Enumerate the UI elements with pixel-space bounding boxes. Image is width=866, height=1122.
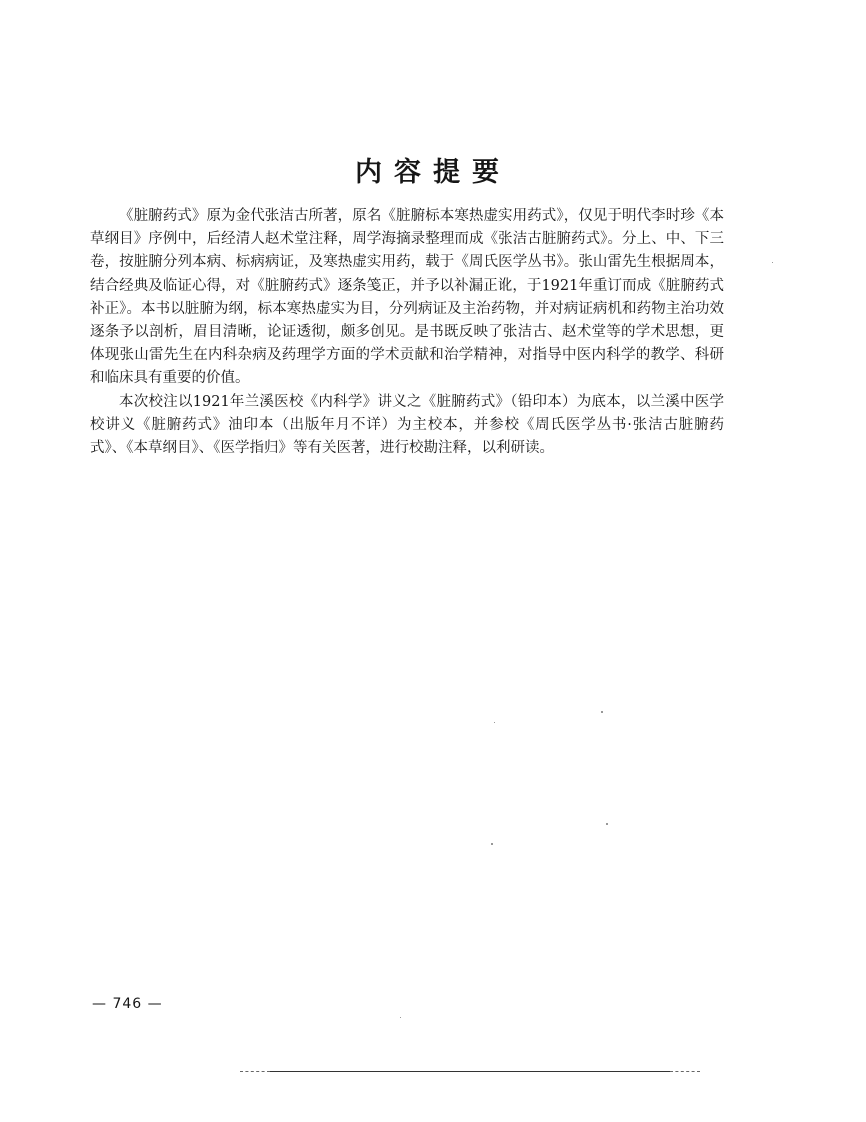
- page-number: — 746 —: [92, 996, 163, 1012]
- scan-speck: [491, 843, 493, 845]
- scan-speck: [601, 711, 603, 713]
- summary-paragraph-1: 《脏腑药式》原为金代张洁古所著，原名《脏腑标本寒热虚实用药式》，仅见于明代李时珍《本草纲目》序例中，后经清人赵术堂注释，周学海摘录整理而成《张洁古脏腑药式》。分上、中、下三卷，按脏腑分列本病、标病病证，及寒热虚实用药，载于《周氏医学丛书》。张山雷先生根据周本，结合经典及临证心得，对《脏腑药式》逐条笺正，并予以补漏正讹，于1921年重订而成《脏腑药式补正》。本书以脏腑为纲，标本寒热虚实为目，分列病证及主治药物，并对病证病机和药物主治功效逐条予以剖析，眉目清晰，论证透彻，颇多创见。是书既反映了张洁古、赵术堂等的学术思想，更体现张山雷先生在内科杂病及药理学方面的学术贡献和治学精神，对指导中医内科学的教学、科研和临床具有重要的价值。: [90, 208, 724, 387]
- page-title: 内容提要: [355, 157, 511, 188]
- scan-speck: [494, 722, 495, 723]
- scan-speck: [606, 823, 608, 825]
- bottom-rule-dash-left: [240, 1071, 270, 1072]
- scan-speck: [772, 262, 773, 263]
- scan-speck: [400, 1017, 401, 1018]
- bottom-rule: [270, 1071, 670, 1072]
- summary-paragraph-2: 本次校注以1921年兰溪医校《内科学》讲义之《脏腑药式》（铅印本）为底本，以兰溪中医学校讲义《脏腑药式》油印本（出版年月不详）为主校本，并参校《周氏医学丛书·张洁古脏腑药式》、《本草纲目》、《医学指归》等有关医著，进行校勘注释，以利研读。: [90, 393, 724, 457]
- summary-body: [90, 205, 724, 460]
- bottom-rule-dash-right: [670, 1071, 700, 1072]
